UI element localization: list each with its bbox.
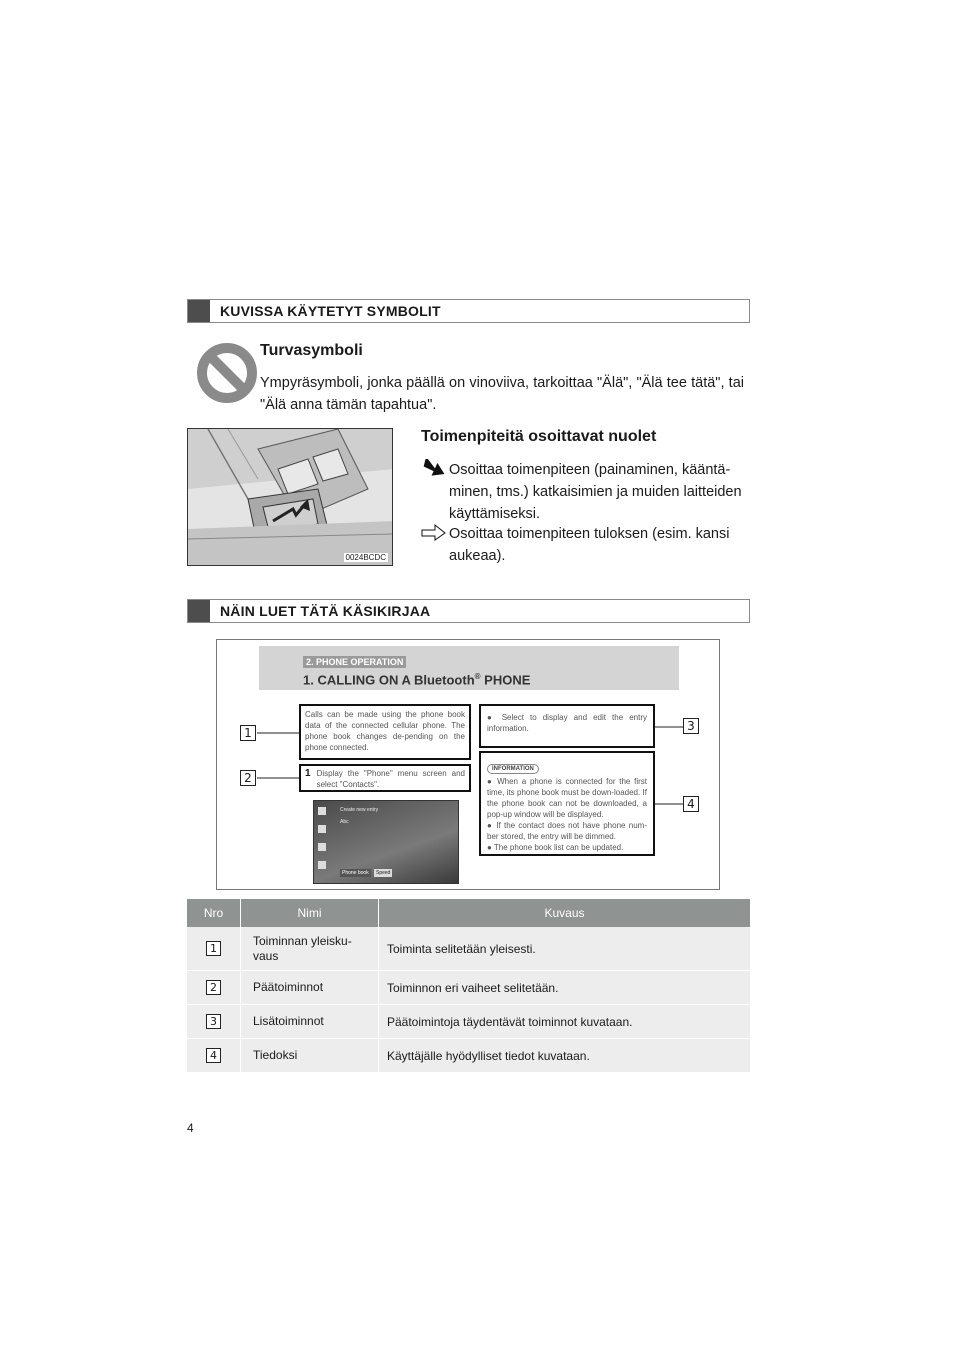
table-header-kuvaus: Kuvaus bbox=[544, 906, 585, 920]
table-cell-desc: Päätoimintoja täydentävät toiminnot kuvataan. bbox=[387, 1014, 633, 1029]
section-header-howto bbox=[187, 599, 750, 623]
figure-header-big-text: 1. CALLING ON A Bluetooth bbox=[303, 672, 475, 688]
table-header bbox=[187, 899, 750, 927]
row-number-box: 1 bbox=[206, 941, 221, 956]
figure-info-label: INFORMATION bbox=[487, 764, 539, 774]
figure-info-1: ● When a phone is connected for the first time, its phone book must be down-loaded. If the phone book can not be downloaded, a pop-up window will be displayed. bbox=[487, 777, 647, 819]
legend-table bbox=[187, 899, 750, 1073]
outline-arrow-icon bbox=[421, 523, 447, 541]
callout-2: 2 bbox=[240, 770, 256, 786]
table-header-nimi: Nimi bbox=[241, 899, 379, 927]
figure-header-end: PHONE bbox=[480, 672, 531, 688]
figure-overview-text: Calls can be made using the phone book data of the connected cellular phone. The phone book changes de-pending on the phone connected. bbox=[305, 710, 465, 752]
solid-arrow-icon bbox=[421, 459, 447, 477]
table-cell-num bbox=[187, 927, 241, 970]
console-illustration bbox=[188, 429, 393, 566]
figure-step-number: 1 bbox=[305, 768, 311, 779]
table-cell-num bbox=[187, 1005, 241, 1038]
figure-header-reg: ® bbox=[474, 672, 481, 681]
section-title: KUVISSA KÄYTETYT SYMBOLIT bbox=[220, 303, 441, 319]
header-tab bbox=[188, 300, 210, 322]
table-row bbox=[187, 927, 750, 971]
overhead-console-photo bbox=[187, 428, 393, 566]
screen-row-create: Create new entry bbox=[340, 807, 379, 813]
callout-4: 4 bbox=[683, 796, 699, 812]
manual-page-figure bbox=[216, 639, 720, 890]
table-cell-name: Toiminnan yleisku-vaus bbox=[241, 927, 379, 970]
figure-step-text: Display the "Phone" menu screen and select "Contacts". bbox=[316, 769, 465, 789]
figure-select-text: ● Select to display and edit the entry information. bbox=[487, 713, 647, 733]
figure-header-small: 2. PHONE OPERATION bbox=[303, 656, 406, 668]
callout-lines bbox=[217, 640, 720, 890]
row-number-box: 2 bbox=[206, 980, 221, 995]
table-cell-desc: Toiminnon eri vaiheet selitetään. bbox=[387, 980, 559, 995]
table-cell-name: Lisätoiminnot bbox=[241, 1005, 379, 1038]
table-row bbox=[187, 1005, 750, 1039]
table-row bbox=[187, 971, 750, 1005]
arrows-title: Toimenpiteitä osoittavat nuolet bbox=[421, 428, 657, 445]
table-row bbox=[187, 1039, 750, 1073]
figure-info-3: ● The phone book list can be updated. bbox=[487, 843, 624, 852]
figure-info-2: ● If the contact does not have phone num-ber stored, the entry will be dimmed. bbox=[487, 821, 647, 841]
screen-tab-phonebook: Phone book bbox=[342, 870, 369, 876]
table-cell-num bbox=[187, 971, 241, 1004]
table-cell-num bbox=[187, 1039, 241, 1072]
safety-text: Ympyräsymboli, jonka päällä on vinoviiva, tarkoittaa "Älä", "Älä tee tätä", tai "Älä anna tämän tapahtua". bbox=[260, 375, 744, 413]
page-number: 4 bbox=[187, 1121, 194, 1135]
callout-3: 3 bbox=[683, 718, 699, 734]
section-header-symbols bbox=[187, 299, 750, 323]
result-arrow-row bbox=[421, 523, 747, 567]
action-arrow-text: Osoittaa toimenpiteen (painaminen, kääntä-minen, tms.) katkaisimien ja muiden laitteiden käyttämiseksi. bbox=[449, 462, 742, 522]
row-number-box: 4 bbox=[206, 1048, 221, 1063]
table-cell-desc: Käyttäjälle hyödylliset tiedot kuvataan. bbox=[387, 1048, 590, 1063]
prohibition-icon bbox=[196, 342, 258, 404]
section-title: NÄIN LUET TÄTÄ KÄSIKIRJAA bbox=[220, 603, 431, 619]
result-arrow-text: Osoittaa toimenpiteen tuloksen (esim. kansi aukeaa). bbox=[449, 526, 730, 564]
screen-row-abc: Abc bbox=[340, 819, 349, 825]
callout-1: 1 bbox=[240, 725, 256, 741]
table-header-nro: Nro bbox=[187, 899, 241, 927]
header-tab bbox=[188, 600, 210, 622]
table-cell-name: Tiedoksi bbox=[241, 1039, 379, 1072]
action-arrow-row bbox=[421, 459, 747, 525]
photo-code: 0024BCDC bbox=[345, 553, 386, 562]
screen-tab-speed: Speed bbox=[376, 870, 391, 876]
row-number-box: 3 bbox=[206, 1014, 221, 1029]
table-cell-name: Päätoiminnot bbox=[241, 971, 379, 1004]
table-cell-desc: Toiminta selitetään yleisesti. bbox=[387, 941, 536, 956]
safety-title: Turvasymboli bbox=[260, 342, 363, 359]
